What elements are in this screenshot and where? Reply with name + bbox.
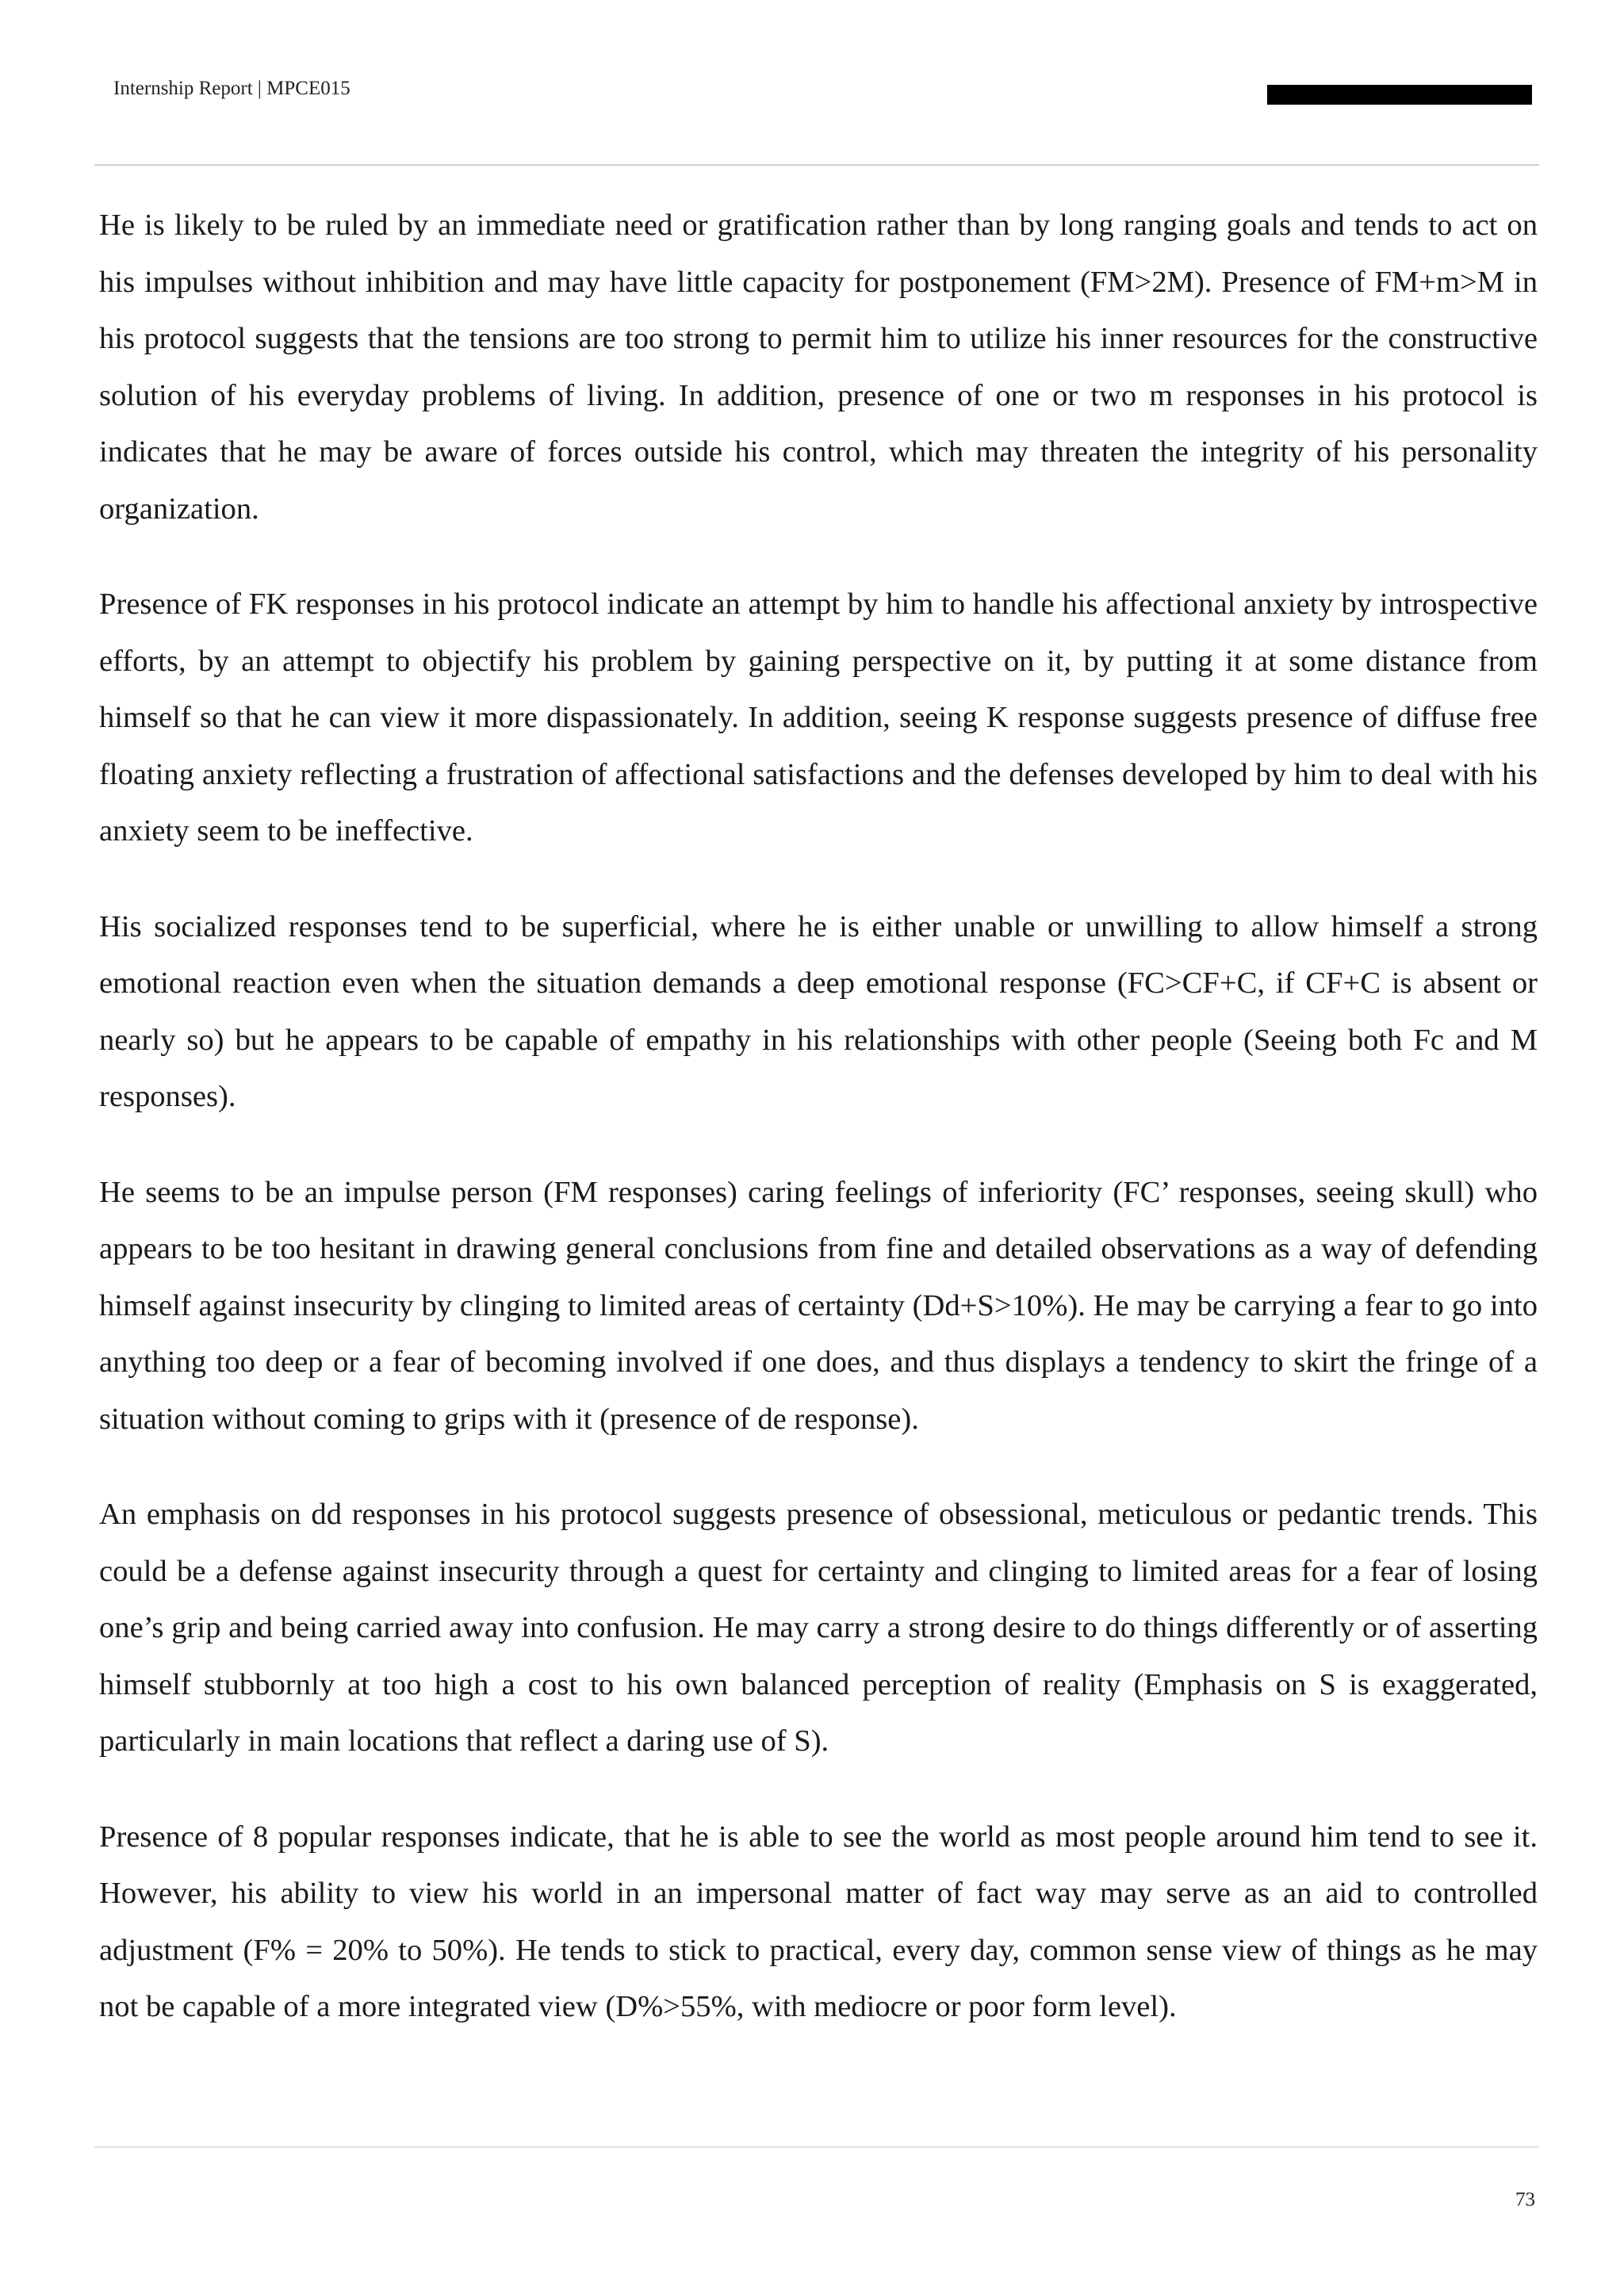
page-number: 73 [1515,2189,1535,2210]
paragraph-popular-responses: Presence of 8 popular responses indicate, that he is able to see the world as most people around him tend to see it. However, his ability to view his world in an impersonal matter of fact way may serve as an aid to controlled adjustment (F% = 20% to 50%). He tends to stick to practical, every day, common sense view of things as he may not be capable of a more integrated view (D%>55%, with mediocre or poor form level). [99,1820,1538,2023]
report-body [99,197,1538,2075]
header-divider [94,164,1539,166]
paragraph-dd-responses: An emphasis on dd responses in his protocol suggests presence of obsessional, meticulous or pedantic trends. This could be a defense against insecurity through a quest for certainty and clinging to limited areas for a fear of losing one’s grip and being carried away into confusion. He may carry a strong desire to do things differently or of asserting himself stubbornly at too high a cost to his own balanced perception of reality (Emphasis on S is exaggerated, particularly in main locations that reflect a daring use of S). [99,1498,1538,1758]
header-black-bar [1267,85,1532,105]
paragraph-impulses: He is likely to be ruled by an immediate need or gratification rather than by long ranging goals and tends to act on his impulses without inhibition and may have little capacity for postponement (FM>2M). Presence of FM+m>M in his protocol suggests that the tensions are too strong to permit him to utilize his inner resources for the constructive solution of his everyday problems of living. In addition, presence of one or two m responses in his protocol is indicates that he may be aware of forces outside his control, which may threaten the integrity of his personality organization. [99,209,1538,526]
paragraph-fk-responses: Presence of FK responses in his protocol indicate an attempt by him to handle his affectional anxiety by introspective efforts, by an attempt to objectify his problem by gaining perspective on it, by putting it at some distance from himself so that he can view it more dispassionately. In addition, seeing K response suggests presence of diffuse free floating anxiety reflecting a frustration of affectional satisfactions and the defenses developed by him to deal with his anxiety seem to be ineffective. [99,587,1538,848]
header-title: Internship Report | MPCE015 [113,78,350,99]
footer-divider [94,2146,1539,2148]
paragraph-impulse-person: He seems to be an impulse person (FM responses) caring feelings of inferiority (FC’ responses, seeing skull) who appears to be too hesitant in drawing general conclusions from fine and detailed observations as a way of defending himself against insecurity by clinging to limited areas of certainty (Dd+S>10%). He may be carrying a fear to go into anything too deep or a fear of becoming involved if one does, and thus displays a tendency to skirt the fringe of a situation without coming to grips with it (presence of de response). [99,1175,1538,1436]
paragraph-socialized-responses: His socialized responses tend to be superficial, where he is either unable or unwilling to allow himself a strong emotional reaction even when the situation demands a deep emotional response (FC>CF+C, if CF+C is absent or nearly so) but he appears to be capable of empathy in his relationships with other people (Seeing both Fc and M responses). [99,909,1538,1113]
